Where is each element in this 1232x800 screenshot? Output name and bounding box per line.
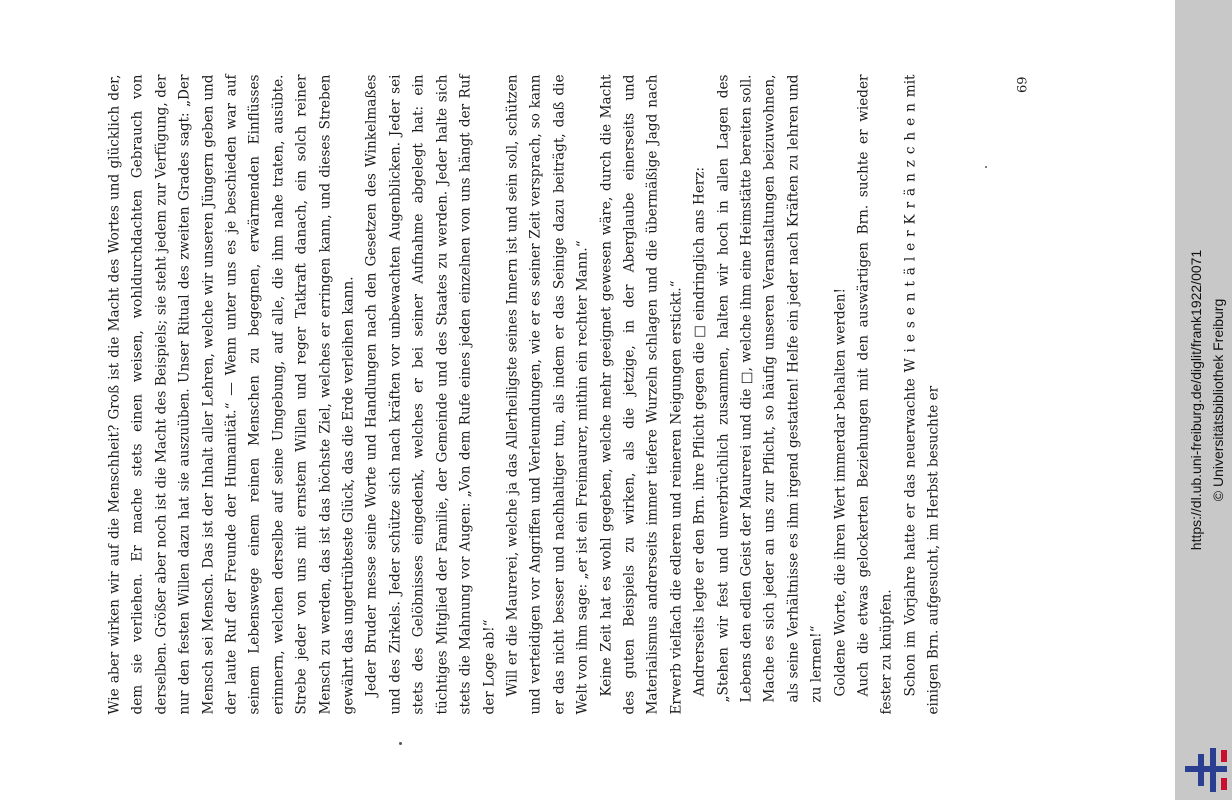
page-text: [104, 74, 1031, 715]
paragraph-6: „Stehen wir fest und unverbrüchlich zusammen, halten wir hoch in allen Lagen des Lebens den edlen Geist der Maurerei und die □, welche ihm eine Heimstätte bereiten soll. Mache es sich jeder an uns zur Pflicht, so häufig unseren Veranstaltungen beizuwohnen, als seine Verhältnisse es ihm irgend gestatten! Helfe ein jeder nach Kräften zu lehren und zu lernen!“: [715, 74, 825, 703]
paragraph-4: Keine Zeit hat es wohl gegeben, welche mehr geeignet gewesen wäre, durch die Macht des guten Beispiels zu wirken, als die jetzige, in der Aberglaube einerseits und Materialismus andrerseits immer tiefere Wurzeln schlagen und die übermäßige Jagd nach Erwerb vielfach die edleren und reineren Neigungen erstickt.“: [598, 74, 685, 715]
library-sidebar: [1175, 0, 1232, 800]
paragraph-2: Jeder Bruder messe seine Worte und Handlungen nach den Gesetzen des Winkelmaßes und des Zirkels. Jeder schütze sich nach kräften vor unbewachten Augenblicken. Jeder sei stets des Gelöbnisses eingedenk, welches er bei seiner Aufnahme abgelegt hat: ein tüchtiges Mitglied der Familie, der Gemeinde und des Staates zu werden. Jeder halte sich stets die Mahnung vor Augen: „Von dem Rufe eines jeden einzelnen von uns hängt der Ruf der Loge ab!“: [363, 74, 497, 715]
document-url[interactable]: https://dl.ub.uni-freiburg.de/diglit/frank1922/0071: [1188, 249, 1204, 551]
paragraph-3: Will er die Maurerei, welche ja das Allerheiligste seines Innern ist und sein soll, schützen und verteidigen vor Angriffen und Verleumdungen, wie er es seiner Zeit versprach, so kann er das nicht besser und nachhaltiger tun, als indem er das Seinige dazu beiträgt, daß die Welt von ihm sage: „er ist ein Freimaurer, mithin ein rechter Mann.“: [504, 74, 591, 715]
paragraph-5: Andrerseits legte er den Brn. ihre Pflicht gegen die □ eindringlich ans Herz:: [691, 166, 708, 697]
text-body: [104, 75, 947, 715]
paragraph-9: Schon im Vorjahre hatte er das neuerwachte W i e s e n t ä l e r K r ä n z c h e n mit einigen Brn. aufgesucht, im Herbst besuchte er: [902, 74, 942, 715]
copyright-notice: © Universitätsbibliothek Freiburg: [1210, 298, 1226, 502]
scan-speck: [985, 166, 987, 168]
scan-speck: [399, 742, 402, 745]
paragraph-8: Auch die etwas gelockerten Beziehungen mit den auswärtigen Brn. suchte er wieder fester zu knüpfen.: [855, 74, 895, 715]
page-number: 69: [1015, 76, 1031, 94]
library-logo-icon: [1185, 748, 1227, 792]
paragraph-7: Goldene Worte, die ihren Wert immerdar behalten werden!: [832, 288, 849, 697]
paragraph-1: Wie aber wirken wir auf die Menschheit? Groß ist die Macht des Wortes und glücklich der, dem sie verliehen. Er mache stets einen weisen, wohldurchdachten Gebrauch von derselben. Größer aber noch ist die Macht des Beispiels; sie steht jedem zur Verfügung, der nur den festen Willen dazu hat sie auszuüben. Unser Ritual des zweiten Grades sagt: „Der Mensch sei Mensch. Das ist der Inhalt aller Lehren, welche wir unseren Jüngern geben und der laute Ruf der Freunde der Humanität.“ — Wenn unter uns es je beschieden war auf seinem Lebenswege einem reinen Menschen zu begegnen, erwärmenden Einflüsses erinnern, welchen derselbe auf seine Umgebung, auf alle, die ihm nahe traten, ausübte. Strebe jeder von uns mit ernstem Willen und reger Tatkraft danach, ein solch reiner Mensch zu werden, das ist das höchste Ziel, welches er erringen kann, und dieses Streben gewährt das ungetrübteste Glück, das die Erde verleihen kann.: [106, 74, 357, 715]
